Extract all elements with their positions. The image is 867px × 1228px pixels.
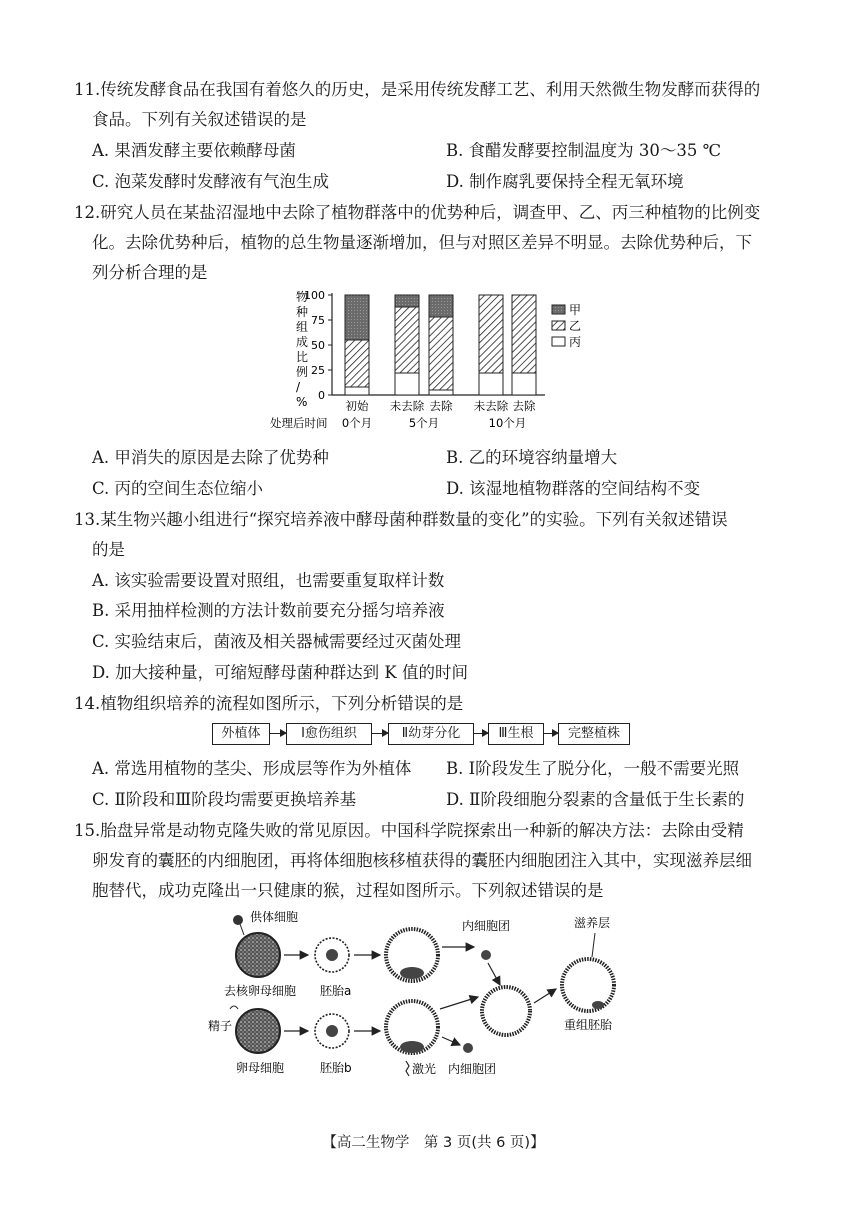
x-group-label: 5个月 bbox=[408, 416, 440, 430]
q13-option-b: B. 采用抽样检测的方法计数前要充分摇匀培养液 bbox=[92, 601, 445, 620]
cloning-process-diagram bbox=[200, 905, 660, 1085]
q13-option-c: C. 实验结束后，菌液及相关器械需要经过灭菌处理 bbox=[92, 632, 462, 651]
laser-icon bbox=[406, 1061, 409, 1076]
label-inner-cell-mass-top: 内细胞团 bbox=[462, 919, 511, 933]
inner-cell-mass-a bbox=[481, 950, 491, 960]
flow-step-whole-plant: 完整植株 bbox=[558, 723, 630, 745]
flow-step-rooting: Ⅲ生根 bbox=[488, 723, 544, 745]
y-tick-label: 50 bbox=[311, 339, 325, 352]
donor-arrow bbox=[240, 924, 244, 935]
bar-segment-丙 bbox=[395, 373, 419, 395]
x-category-label: 去除 bbox=[512, 399, 536, 413]
label-donor-cell: 供体细胞 bbox=[250, 910, 299, 924]
q12-stem-line3: 列分析合理的是 bbox=[92, 263, 208, 282]
q14-option-d: D. Ⅱ阶段细胞分裂素的含量低于生长素的 bbox=[446, 790, 745, 809]
q15-stem-line3: 胞替代，成功克隆出一只健康的猴，过程如图所示。下列叙述错误的是 bbox=[92, 881, 604, 900]
blastocyst-b-inner-mass bbox=[400, 1041, 424, 1053]
flow-step-callus: Ⅰ愈伤组织 bbox=[286, 723, 372, 745]
y-axis-label-char: 种 bbox=[296, 305, 309, 319]
oocyte-cell bbox=[236, 1009, 280, 1053]
q12-option-a: A. 甲消失的原因是去除了优势种 bbox=[92, 448, 329, 467]
q14-option-a: A. 常选用植物的茎尖、形成层等作为外植体 bbox=[92, 759, 412, 778]
bar-segment-丙 bbox=[512, 373, 536, 395]
x-axis-label: 处理后时间 bbox=[270, 416, 328, 430]
flow-arrow bbox=[270, 733, 286, 734]
x-category-label: 初始 bbox=[345, 399, 369, 413]
arrow bbox=[442, 1037, 460, 1045]
donor-cell bbox=[233, 915, 243, 925]
q14-option-b: B. Ⅰ阶段发生了脱分化，一般不需要光照 bbox=[446, 759, 740, 778]
q14-option-c: C. Ⅱ阶段和Ⅲ阶段均需要更换培养基 bbox=[92, 790, 357, 809]
q11-option-c: C. 泡菜发酵时发酵液有气泡生成 bbox=[92, 172, 330, 191]
q13-stem-line2: 的是 bbox=[92, 540, 125, 559]
y-tick-label: 25 bbox=[311, 364, 325, 377]
trophoblast-pointer bbox=[592, 933, 595, 957]
legend-label-丙: 丙 bbox=[569, 335, 582, 349]
y-tick-label: 75 bbox=[311, 314, 325, 327]
bar-segment-乙 bbox=[479, 295, 503, 373]
label-embryo-b: 胚胎b bbox=[320, 1061, 352, 1075]
label-laser: 激光 bbox=[412, 1062, 437, 1076]
label-reconstructed-embryo: 重组胚胎 bbox=[564, 1018, 613, 1032]
flow-step-explant: 外植体 bbox=[212, 723, 270, 745]
q11-stem-line2: 食品。下列有关叙述错误的是 bbox=[92, 110, 307, 129]
q13-stem-line1: 13.某生物兴趣小组进行“探究培养液中酵母菌种群数量的变化”的实验。下列有关叙述错误 bbox=[74, 510, 728, 529]
bar-segment-乙 bbox=[512, 295, 536, 373]
legend-swatch-甲 bbox=[552, 305, 565, 314]
legend-swatch-乙 bbox=[552, 321, 565, 330]
flow-arrow bbox=[372, 733, 388, 734]
q12-stem-line2: 化。去除优势种后，植物的总生物量逐渐增加，但与对照区差异不明显。去除优势种后，下 bbox=[92, 233, 752, 252]
species-composition-chart bbox=[270, 283, 610, 433]
bar-segment-甲 bbox=[429, 295, 453, 317]
bar-segment-乙 bbox=[429, 317, 453, 390]
label-sperm: 精子 bbox=[208, 1019, 233, 1033]
q13-option-d: D. 加大接种量，可缩短酵母菌种群达到 K 值的时间 bbox=[92, 663, 468, 682]
label-trophoblast: 滋养层 bbox=[574, 916, 611, 930]
flow-arrow bbox=[474, 733, 488, 734]
page-footer: 【高二生物学 第 3 页(共 6 页)】 bbox=[322, 1135, 545, 1151]
q11-stem-line1: 11.传统发酵食品在我国有着悠久的历史，是采用传统发酵工艺、利用天然微生物发酵而获得的 bbox=[74, 80, 761, 99]
arrow bbox=[488, 963, 500, 985]
y-axis-label-char: % bbox=[296, 395, 308, 409]
inner-cell-mass-b bbox=[463, 1043, 473, 1053]
label-enucleated-oocyte: 去核卵母细胞 bbox=[224, 984, 297, 998]
flow-step-bud-differentiation: Ⅱ幼芽分化 bbox=[388, 723, 474, 745]
x-category-label: 未去除 bbox=[389, 399, 425, 413]
q11-option-d: D. 制作腐乳要保持全程无氧环境 bbox=[446, 172, 684, 191]
q11-option-b: B. 食醋发酵要控制温度为 30～35 ℃ bbox=[446, 141, 722, 160]
y-axis-label-char: 例 bbox=[296, 365, 309, 379]
y-tick-label: 0 bbox=[318, 389, 325, 402]
y-axis-label-char: 组 bbox=[296, 320, 309, 334]
trophoblast-shell bbox=[482, 987, 530, 1035]
legend-swatch-丙 bbox=[552, 337, 565, 346]
bar-segment-丙 bbox=[479, 373, 503, 395]
q13-option-a: A. 该实验需要设置对照组，也需要重复取样计数 bbox=[92, 571, 445, 590]
y-axis-label-char: 物 bbox=[296, 290, 309, 304]
y-axis-label-char: / bbox=[296, 380, 301, 394]
q11-option-a: A. 果酒发酵主要依赖酵母菌 bbox=[92, 141, 296, 160]
reconstructed-inner-mass bbox=[592, 1001, 604, 1009]
q12-option-b: B. 乙的环境容纳量增大 bbox=[446, 448, 618, 467]
flow-arrow bbox=[544, 733, 558, 734]
embryo-a-nucleus bbox=[326, 949, 338, 961]
bar-segment-丙 bbox=[345, 387, 369, 395]
x-category-label: 去除 bbox=[429, 399, 453, 413]
q15-stem-line2: 卵发育的囊胚的内细胞团，再将体细胞核移植获得的囊胚内细胞团注入其中，实现滋养层细 bbox=[92, 851, 752, 870]
q12-option-d: D. 该湿地植物群落的空间结构不变 bbox=[446, 479, 701, 498]
arrow bbox=[440, 997, 478, 1009]
blastocyst-a-inner-mass bbox=[400, 967, 424, 979]
q12-option-c: C. 丙的空间生态位缩小 bbox=[92, 479, 264, 498]
y-tick-label: 100 bbox=[304, 289, 325, 302]
y-axis-label-char: 成 bbox=[296, 335, 309, 349]
tissue-culture-flowchart bbox=[212, 723, 632, 749]
x-category-label: 未去除 bbox=[473, 399, 509, 413]
enucleated-oocyte-cell bbox=[236, 933, 280, 977]
x-group-label: 10个月 bbox=[488, 416, 527, 430]
bar-segment-丙 bbox=[429, 390, 453, 395]
bar-segment-甲 bbox=[345, 295, 369, 340]
legend-label-甲: 甲 bbox=[569, 303, 582, 317]
bar-segment-甲 bbox=[395, 295, 419, 307]
legend-label-乙: 乙 bbox=[569, 319, 582, 333]
sperm-icon bbox=[230, 1006, 238, 1009]
q12-stem-line1: 12.研究人员在某盐沼湿地中去除了植物群落中的优势种后，调查甲、乙、丙三种植物的比例变 bbox=[74, 203, 761, 222]
bar-segment-乙 bbox=[395, 307, 419, 373]
y-axis-label-char: 比 bbox=[296, 350, 309, 364]
y-axis-label bbox=[296, 289, 308, 409]
q14-stem-line1: 14.植物组织培养的流程如图所示，下列分析错误的是 bbox=[74, 694, 464, 713]
bar-segment-乙 bbox=[345, 340, 369, 387]
label-inner-cell-mass-bottom: 内细胞团 bbox=[448, 1062, 497, 1076]
q15-stem-line1: 15.胎盘异常是动物克隆失败的常见原因。中国科学院探索出一种新的解决方法：去除由受精 bbox=[74, 821, 744, 840]
arrow bbox=[534, 989, 556, 1003]
label-oocyte: 卵母细胞 bbox=[236, 1061, 285, 1075]
x-group-label: 0个月 bbox=[341, 416, 373, 430]
embryo-b-nucleus bbox=[326, 1025, 338, 1037]
reconstructed-embryo bbox=[562, 959, 614, 1011]
label-embryo-a: 胚胎a bbox=[320, 984, 352, 998]
